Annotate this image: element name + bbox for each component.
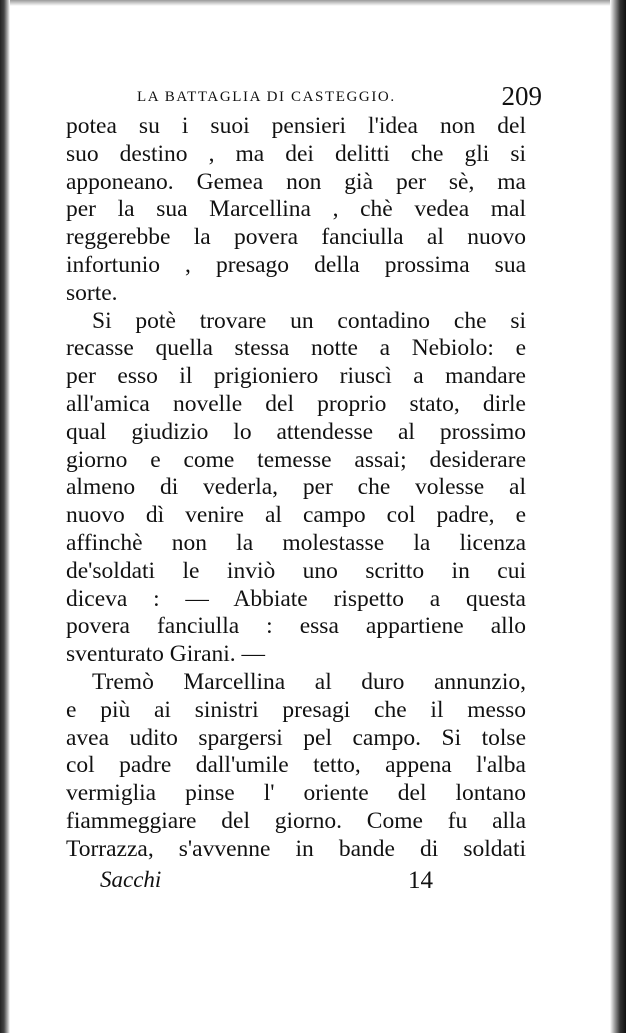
text-line: sorte. [66,279,118,306]
signature-mark: Sacchi [100,867,162,892]
text-line: suo destino , ma dei delitti che gli si [66,140,526,167]
text-line: qual giudizio lo attendesse al prossimo [66,418,526,445]
text-line: potea su i suoi pensieri l'idea non del [66,113,526,139]
text-line: fiammeggiare del giorno. Come fu alla [66,807,526,834]
text-line: giorno e come temesse assai; desiderare [66,446,526,473]
text-line: nuovo dì venire al campo col padre, e [66,502,526,529]
text-line: almeno di vederla, per che volesse al [66,474,526,501]
text-line: infortunio , presago della prossima sua [66,251,526,278]
text-line: avea udito spargersi pel campo. Si tolse [66,724,526,751]
gathering-number: 14 [408,867,433,894]
running-head: LA BATTAGLIA DI CASTEGGIO. [137,89,396,105]
text-line: per la sua Marcellina , chè vedea mal [66,196,526,223]
text-line: per esso il prigioniero riuscì a mandare [66,363,526,390]
text-line: Torrazza, s'avvenne in bande di soldati [66,835,526,862]
text-line: sventurato Girani. — [66,641,266,668]
text-line: diceva : — Abbiate rispetto a questa [66,585,526,612]
page-footer [100,867,450,901]
text-line: apponeano. Gemea non già per sè, ma [66,168,526,195]
text-line: e più ai sinistri presagi che il messo [66,696,526,723]
text-line: all'amica novelle del proprio stato, dirle [66,390,526,417]
text-line: recasse quella stessa notte a Nebiolo: e [66,335,526,362]
text-line: Tremò Marcellina al duro annunzio, [92,668,526,695]
text-line: affinchè non la molestasse la licenza [66,529,526,556]
text-line: col padre dall'umile tetto, appena l'alba [66,752,526,779]
text-line: reggerebbe la povera fanciulla al nuovo [66,224,526,251]
text-line: Si potè trovare un contadino che si [92,307,526,334]
text-line: de'soldati le inviò uno scritto in cui [66,557,526,584]
body-text [66,113,526,864]
text-line: povera fanciulla : essa appartiene allo [66,613,526,640]
page-right-edge [610,0,626,1033]
page-left-edge [0,0,10,1033]
page-number: 209 [501,81,542,111]
page-header [137,81,542,115]
page-top-edge [0,0,626,6]
text-line: vermiglia pinse l' oriente del lontano [66,780,526,807]
